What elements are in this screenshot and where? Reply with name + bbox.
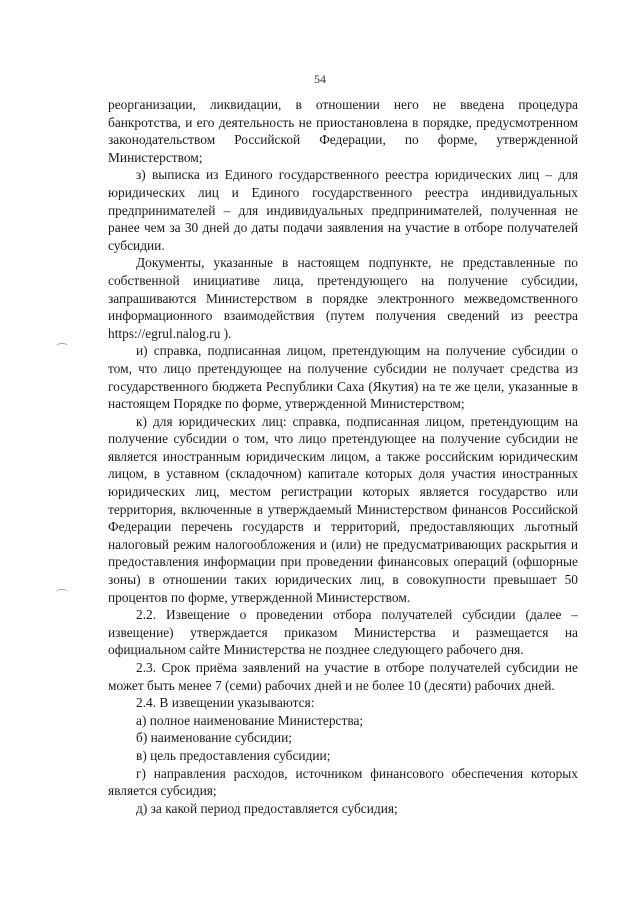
list-item: д) за какой период предоставляется субсидия; <box>136 800 398 816</box>
scan-margin-mark <box>56 589 68 596</box>
paragraph: реорганизации, ликвидации, в отношении него не введена процедура банкротства, и его деятельность не приостановлена в порядке, предусмотренном законодательством Российской Федерации, по форме, утвержденной Министерством; <box>108 97 578 165</box>
list-item: в) цель предоставления субсидии; <box>136 747 331 763</box>
paragraph: 2.2. Извещение о проведении отбора получателей субсидии (далее – извещение) утверждается приказом Министерства и размещается на официальном сайте Министерства не позднее следующего рабочего дня. <box>108 607 578 658</box>
document-body <box>108 96 578 817</box>
scan-margin-mark <box>56 343 68 350</box>
list-item: г) направления расходов, источником финансового обеспечения которых является субсидия; <box>108 765 578 799</box>
list-item: б) наименование субсидии; <box>136 730 292 746</box>
list-heading: 2.4. В извещении указываются: <box>136 695 315 711</box>
page-number: 54 <box>314 72 326 86</box>
paragraph: Документы, указанные в настоящем подпункте, не представленные по собственной инициативе лица, претендующего на получение субсидии, запрашиваются Министерством в порядке электронного межведомственного информационного взаимодействия (путем получения сведений из реестра https://egrul.nalog.ru ). <box>108 255 578 341</box>
paragraph: и) справка, подписанная лицом, претендующим на получение субсидии о том, что лицо претендующее на получение субсидии не получает средства из государственного бюджета Республики Саха (Якутия) на те же цели, указанные в настоящем Порядке по форме, утвержденной Министерством; <box>108 343 578 412</box>
list-item: а) полное наименование Министерства; <box>136 712 364 728</box>
paragraph: 2.3. Срок приёма заявлений на участие в отборе получателей субсидии не может быть менее 7 (семи) рабочих дней и не более 10 (десяти) рабочих дней. <box>108 660 578 693</box>
paragraph: к) для юридических лиц: справка, подписанная лицом, претендующим на получение субсидии о том, что лицо претендующее на получение субсидии не является иностранным юридическим лицом, а также российским юридическим лицом, в уставном (складочном) капитале которых доля участия иностранных юридических лиц, местом регистрации которых является государство или территория, включенные в утверждаемый Министерством финансов Российской Федерации перечень государств и территорий, предоставляющих льготный налоговый режим налогообложения и (или) не предусматривающих раскрытия и предоставления информации при проведении финансовых операций (офшорные зоны) в отношении таких юридических лиц, в совокупности превышает 50 процентов по форме, утвержденной Министерством. <box>108 413 578 605</box>
paragraph: з) выписка из Единого государственного реестра юридических лиц – для юридических лиц и Единого государственного реестра индивидуальных предпринимателей – для индивидуальных предпринимателей, полученная не ранее чем за 30 дней до даты подачи заявления на участие в отборе получателей субсидии. <box>108 167 578 253</box>
